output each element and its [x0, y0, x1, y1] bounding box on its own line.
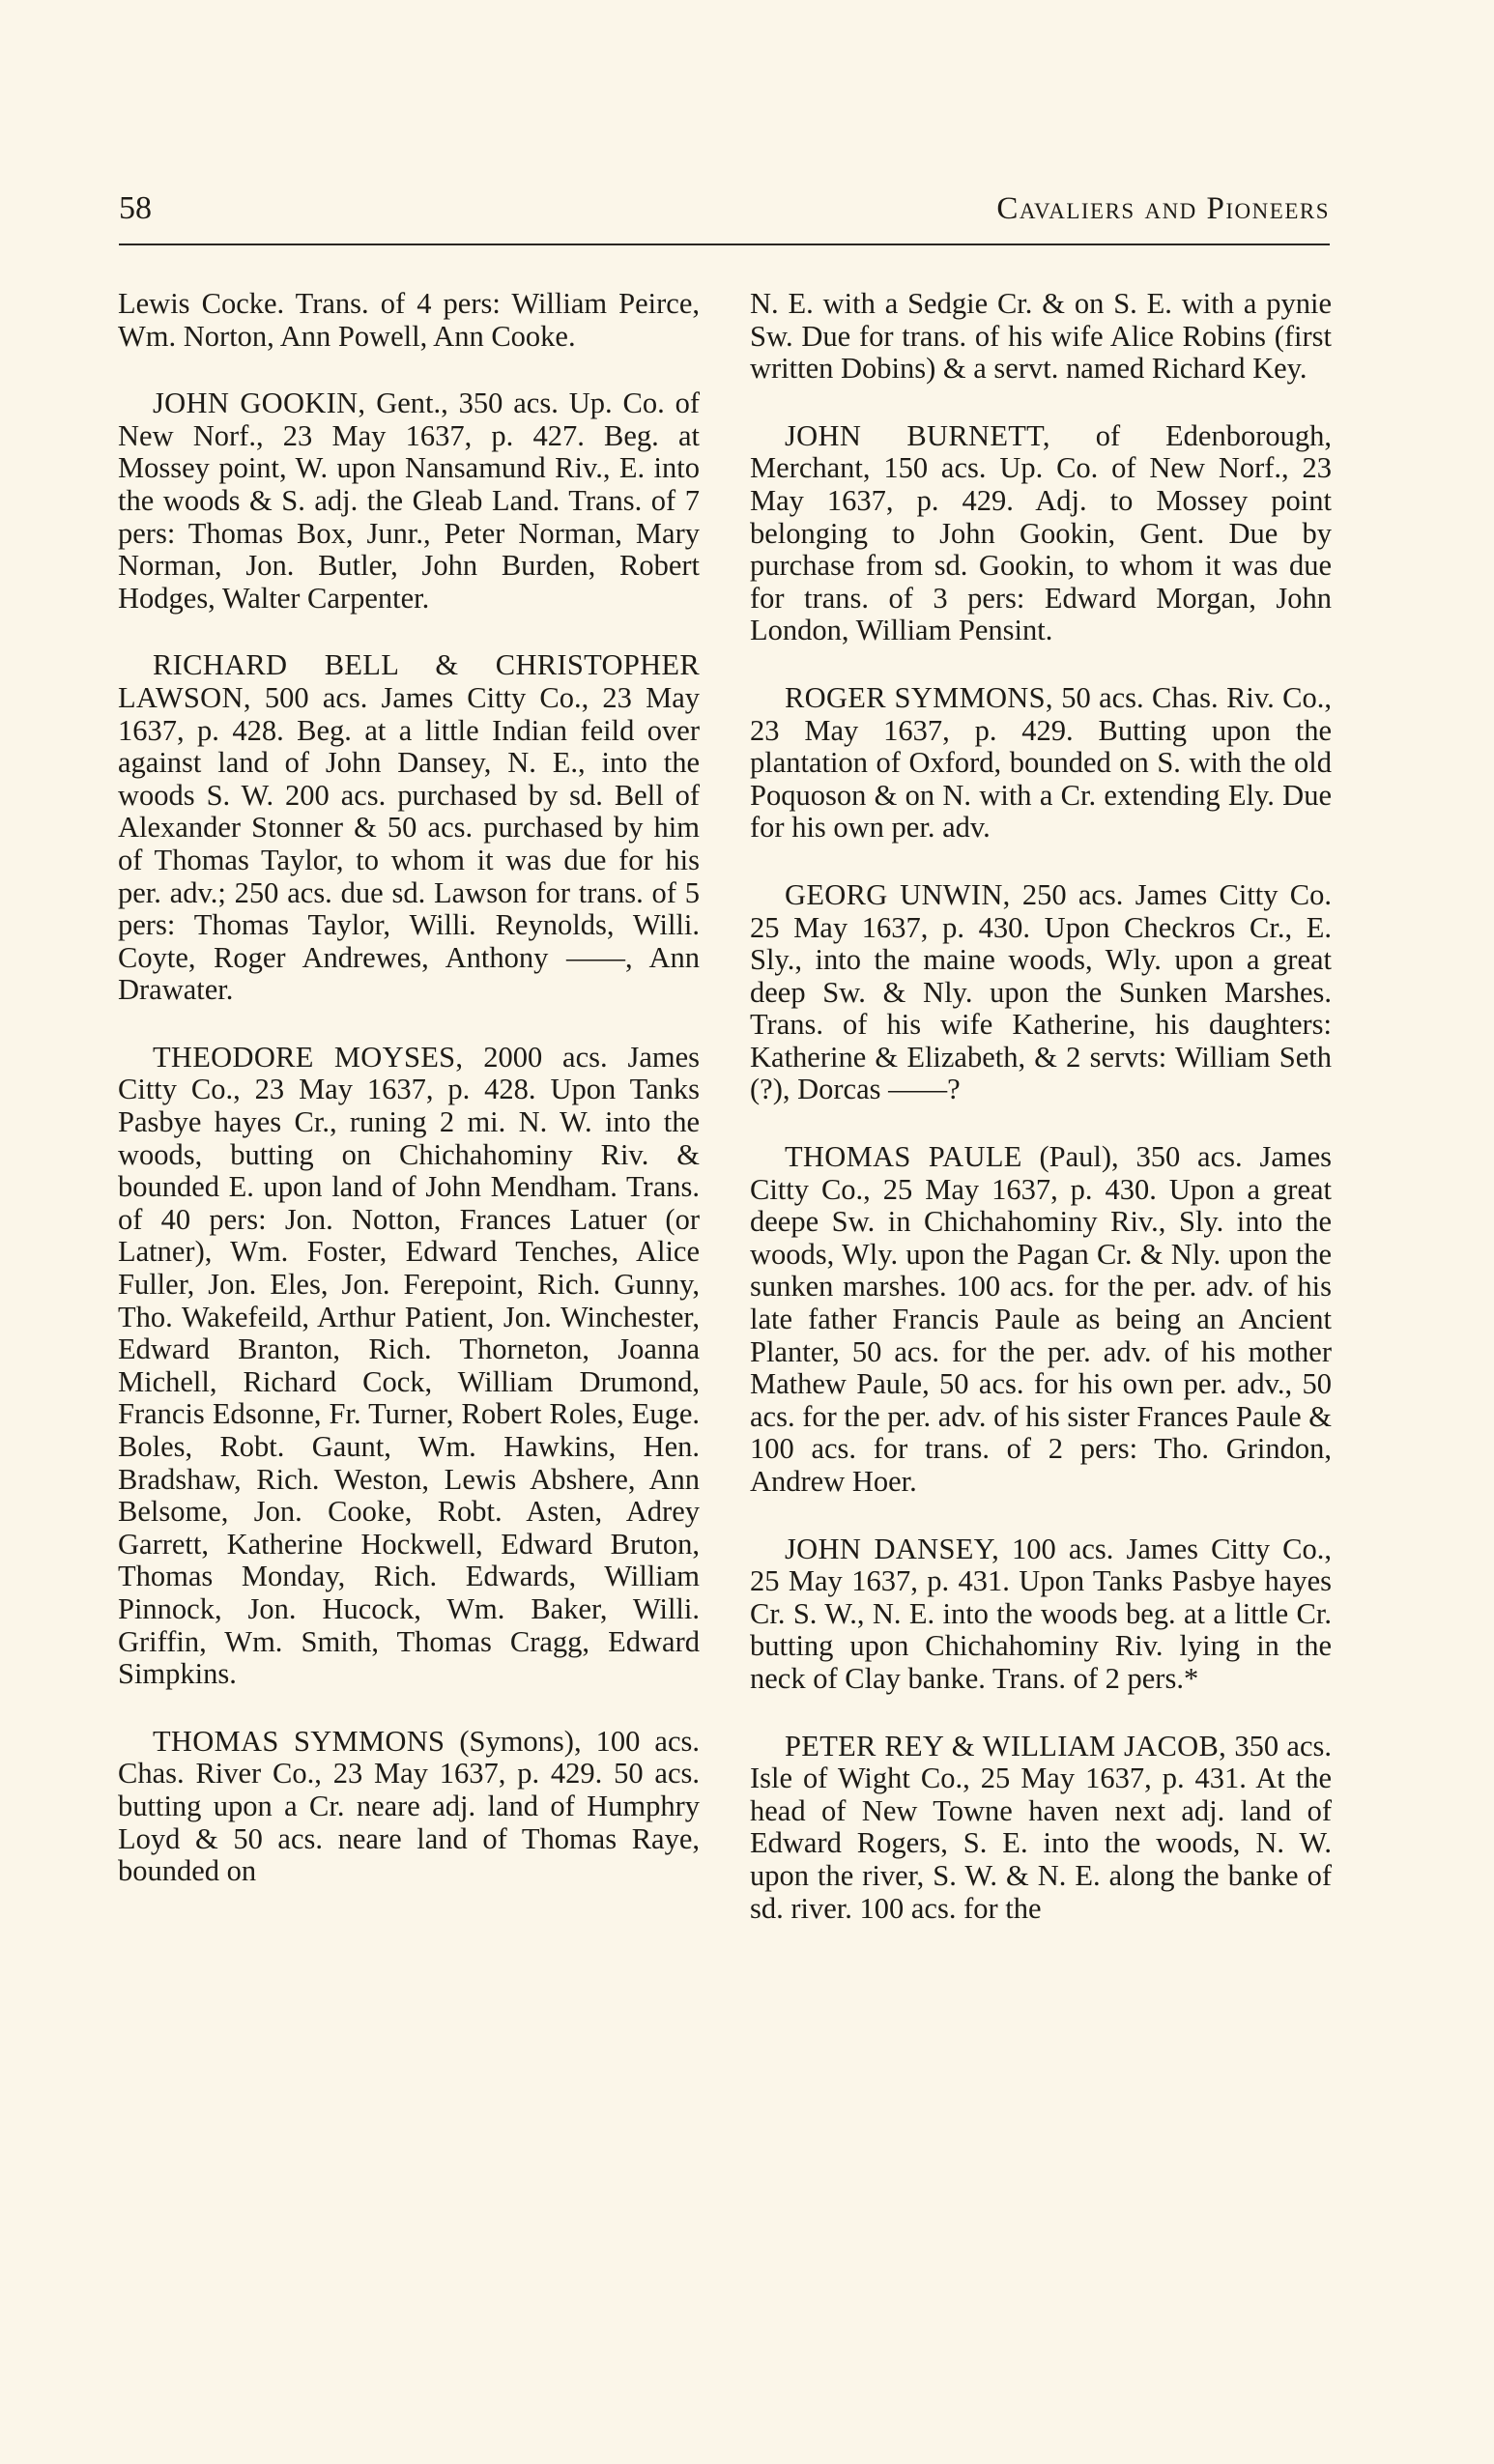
land-grant-entry	[118, 649, 700, 1007]
entry-text: 50 acs. Chas. Riv. Co., 23 May 1637, p. 429. Butting upon the plantation of Oxford, bounded on S. with the old Poquoson & on N. with a Cr. extending Ely. Due for his own per. adv.	[750, 680, 1333, 845]
entry-text: (Symons), 100 acs. Chas. River Co., 23 May 1637, p. 429. 50 acs. butting upon a Cr. neare adj. land of Humphry Loyd & 50 acs. neare land of Thomas Raye, bounded on	[118, 1724, 700, 1888]
running-title: Cavaliers and Pioneers	[996, 191, 1330, 226]
page-number: 58	[119, 190, 152, 226]
entry-text: 350 acs. Isle of Wight Co., 25 May 1637, p. 431. At the head of New Towne haven next adj. land of Edward Rogers, S. E. into the woods, N. W. upon the river, S. W. & N. E. along the banke of sd. river. 100 acs. for the	[750, 1729, 1332, 1925]
land-grant-entry	[750, 420, 1332, 647]
land-grant-entry	[750, 1533, 1332, 1696]
land-grant-entry	[750, 1731, 1332, 1926]
land-grant-entry	[118, 1042, 700, 1691]
entry-text: of Edenborough, Merchant, 150 acs. Up. Co. of New Norf., 23 May 1637, p. 429. Adj. to Mossey point belonging to John Gookin, Gent. Due by purchase from sd. Gookin, to whom it was due for trans. of 3 pers: Edward Morgan, John London, William Pensint.	[750, 418, 1333, 647]
grantee-name: THOMAS PAULE	[785, 1140, 1022, 1174]
grantee-name: RICHARD BELL & CHRISTOPHER LAWSON,	[118, 648, 700, 714]
land-grant-entry	[118, 288, 700, 353]
grantee-name: GEORG UNWIN,	[785, 877, 1011, 911]
entry-text: 250 acs. James Citty Co. 25 May 1637, p. 430. Upon Checkros Cr., E. Sly., into the maine woods, Wly. upon a great deep Sw. & Nly. upon the Sunken Marshes. Trans. of his wife Katherine, his daughters: Katherine & Elizabeth, & 2 servts: William Seth (?), Dorcas ——?	[750, 877, 1332, 1106]
grantee-name: THOMAS SYMMONS	[153, 1724, 445, 1758]
land-grant-entry	[750, 682, 1332, 845]
entry-text: Lewis Cocke. Trans. of 4 pers: William Peirce, Wm. Norton, Ann Powell, Ann Cooke.	[118, 287, 700, 353]
land-grant-entry	[750, 288, 1332, 386]
left-column	[118, 288, 700, 1923]
entry-text: 2000 acs. James Citty Co., 23 May 1637, p. 428. Upon Tanks Pasbye hayes Cr., runing 2 mi. N. W. into the woods, butting on Chichahominy Riv. & bounded E. upon land of John Mendham. Trans. of 40 pers: Jon. Notton, Frances Latuer (or Latner), Wm. Foster, Edward Tenches, Alice Fuller, Jon. Eles, Jon. Ferepoint, Rich. Gunny, Tho. Wakefeild, Arthur Patient, Jon. Winchester, Edward Branton, Rich. Thorneton, Joanna Michell, Richard Cock, William Drumond, Francis Edsonne, Fr. Turner, Robert Roles, Euge. Boles, Robt. Gaunt, Wm. Hawkins, Hen. Bradshaw, Rich. Weston, Lewis Abshere, Ann Belsome, Jon. Cooke, Robt. Asten, Adrey Garrett, Katherine Hockwell, Edward Bruton, Thomas Monday, Rich. Edwards, William Pinnock, Jon. Hucock, Wm. Baker, Willi. Griffin, Wm. Smith, Thomas Cragg, Edward Simpkins.	[118, 1040, 700, 1691]
grantee-name: JOHN BURNETT,	[785, 418, 1050, 452]
page-header	[119, 189, 1330, 244]
land-grant-entry	[118, 1726, 700, 1888]
entry-text: N. E. with a Sedgie Cr. & on S. E. with a pynie Sw. Due for trans. of his wife Alice Robins (first written Dobins) & a servt. named Richard Key.	[750, 287, 1332, 386]
entry-text: 500 acs. James Citty Co., 23 May 1637, p. 428. Beg. at a little Indian feild over against land of John Dansey, N. E., into the woods S. W. 200 acs. purchased by sd. Bell of Alexander Stonner & 50 acs. purchased by him of Thomas Taylor, to whom it was due for his per. adv.; 250 acs. due sd. Lawson for trans. of 5 pers: Thomas Taylor, Willi. Reynolds, Willi. Coyte, Roger Andrewes, Anthony ——, Ann Drawater.	[118, 680, 700, 1007]
entry-text: (Paul), 350 acs. James Citty Co., 25 May 1637, p. 430. Upon a great deepe Sw. in Chichahominy Riv., Sly. into the woods, Wly. upon the Pagan Cr. & Nly. upon the sunken marshes. 100 acs. for the per. adv. of his late father Francis Paule as being an Ancient Planter, 50 acs. for the per. adv. of his mother Mathew Paule, 50 acs. for his own per. adv., 50 acs. for the per. adv. of his sister Frances Paule & 100 acs. for trans. of 2 pers: Tho. Grindon, Andrew Hoer.	[750, 1140, 1332, 1498]
grantee-name: THEODORE MOYSES,	[153, 1040, 464, 1074]
entry-text: Gent., 350 acs. Up. Co. of New Norf., 23 May 1637, p. 427. Beg. at Mossey point, W. upon Nansamund Riv., E. into the woods & S. adj. the Gleab Land. Trans. of 7 pers: Thomas Box, Junr., Peter Norman, Mary Norman, Jon. Butler, John Burden, Robert Hodges, Walter Carpenter.	[118, 387, 700, 615]
grantee-name: PETER REY & WILLIAM JACOB,	[785, 1729, 1227, 1762]
grantee-name: JOHN GOOKIN,	[153, 387, 366, 420]
grantee-name: ROGER SYMMONS,	[785, 680, 1053, 714]
land-grant-entry	[118, 387, 700, 615]
right-column	[750, 288, 1332, 1960]
header-rule	[119, 244, 1330, 245]
entry-text: 100 acs. James Citty Co., 25 May 1637, p. 431. Upon Tanks Pasbye hayes Cr. S. W., N. E. into the woods beg. at a little Cr. butting upon Chichahominy Riv. lying in the neck of Clay banke. Trans. of 2 pers.*	[750, 1532, 1332, 1695]
grantee-name: JOHN DANSEY,	[785, 1532, 999, 1565]
land-grant-entry	[750, 1141, 1332, 1499]
land-grant-entry	[750, 879, 1332, 1106]
